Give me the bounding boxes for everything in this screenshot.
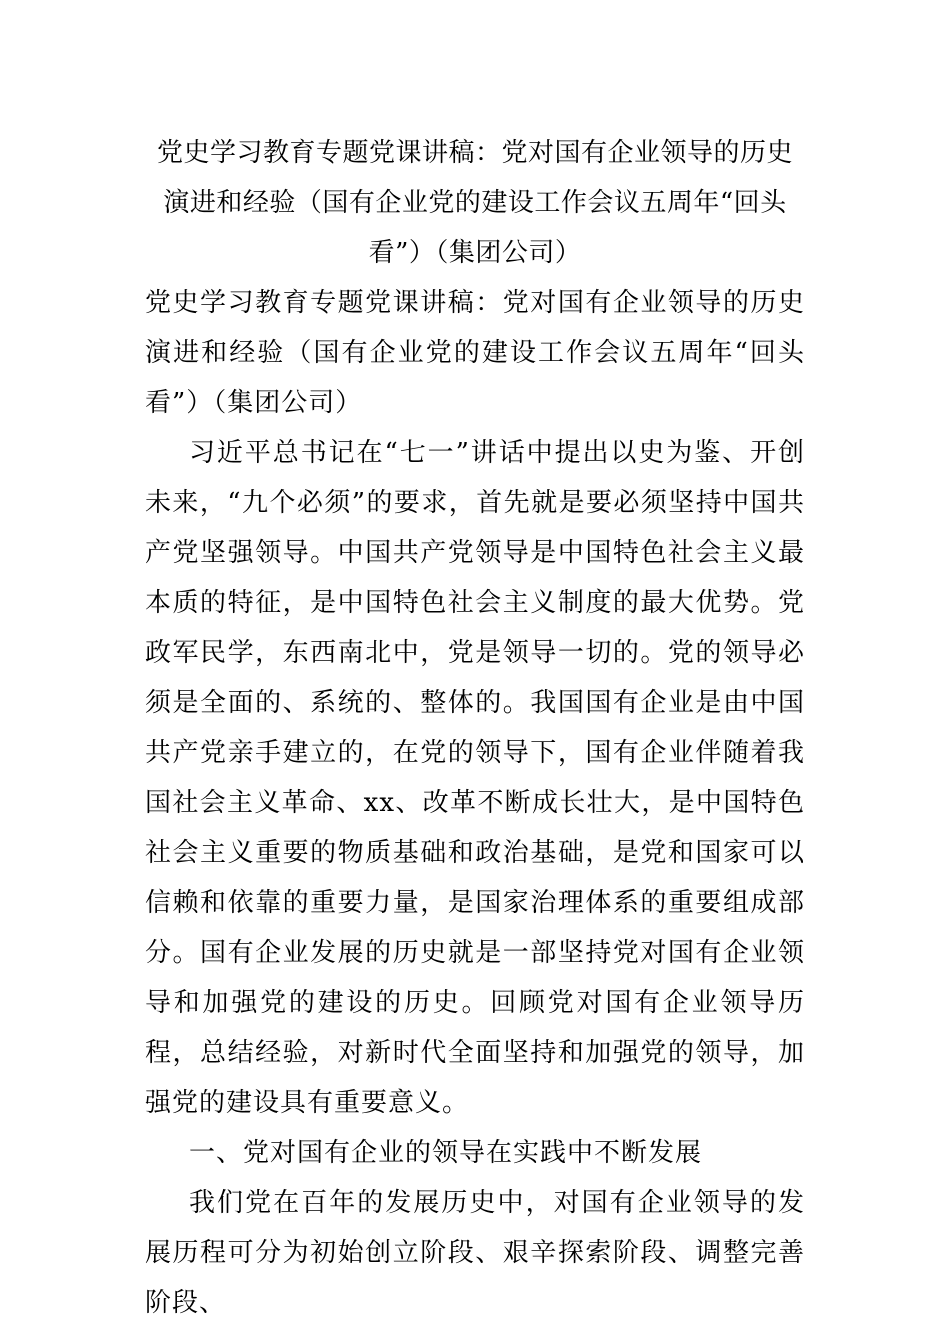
section-heading: 一、党对国有企业的领导在实践中不断发展 [189,1138,703,1168]
intro-paragraph: 习近平总书记在“七一”讲话中提出以史为鉴、开创未来，“九个必须”的要求，首先就是要必须坚持中国共产党坚强领导。中国共产党领导是中国特色社会主义最本质的特征，是中国特色社会主义制度的最大优势。党政军民学，东西南北中，党是领导一切的。党的领导必须是全面的、系统的、整体的。我国国有企业是由中国共产党亲手建立的，在党的领导下，国有企业伴随着我国社会主义革命、xx、改革不断成长壮大，是中国特色社会主义重要的物质基础和政治基础，是党和国家可以信赖和依靠的重要力量，是国家治理体系的重要组成部分。国有企业发展的历史就是一部坚持党对国有企业领导和加强党的建设的历史。回顾党对国有企业领导历程，总结经验，对新时代全面坚持和加强党的领导，加强党的建设具有重要意义。 [145,438,805,1118]
section-paragraph: 我们党在百年的发展历史中，对国有企业领导的发展历程可分为初始创立阶段、艰辛探索阶段、调整完善阶段、 [145,1188,805,1318]
title-repeat-paragraph: 党史学习教育专题党课讲稿：党对国有企业领导的历史演进和经验（国有企业党的建设工作会议五周年“回头看”）（集团公司） [145,288,805,418]
document-body [145,278,805,1328]
document-title: 党史学习教育专题党课讲稿：党对国有企业领导的历史演进和经验（国有企业党的建设工作会议五周年“回头看”）（集团公司） [156,138,793,268]
